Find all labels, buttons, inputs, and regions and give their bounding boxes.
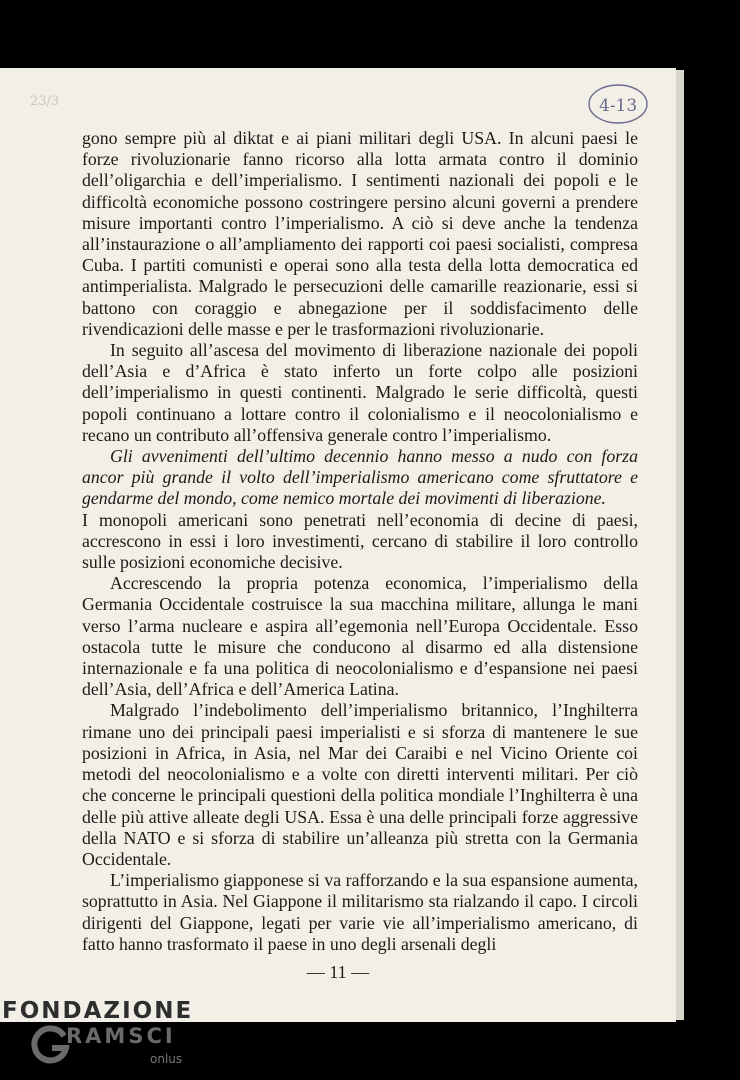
logo-line2: RAMSCI: [66, 1024, 176, 1048]
body-text: [82, 128, 638, 955]
page-number: — 11 —: [306, 962, 370, 982]
paragraph-2: In seguito all’ascesa del movimento di liberazione nazionale dei popoli dell’Asia e d’Africa è stato inferto un forte colpo alle posizioni dell’imperialismo in questi continenti. Malgrado le serie difficoltà, questi popoli continuano a lottare contro il colonialismo e il neocolonialismo e recano un contributo all’offensiva generale contro l’imperialismo.: [82, 340, 638, 445]
paragraph-5: Accrescendo la propria potenza economica, l’imperialismo della Germania Occidentale costruisce la sua macchina militare, allunga le mani verso l’arma nucleare e aspira all’egemonia nell’Europa Occidentale. Esso ostacola tutte le misure che conducono al disarmo ed alla distensione internazionale e fa una politica di neocolonialismo e d’espansione nei paesi dell’Asia, dell’Africa e dell’America Latina.: [82, 573, 638, 700]
page-edge: [676, 70, 684, 1020]
logo-sub: onlus: [150, 1052, 183, 1066]
svg-text:4-13: 4-13: [599, 96, 638, 116]
logo-line1: FONDAZIONE: [2, 998, 194, 1024]
paragraph-4: I monopoli americani sono penetrati nell’economia di decine di paesi, accrescono in essi i loro investimenti, cercano di stabilire il loro controllo sulle posizioni economiche decisive.: [82, 509, 638, 573]
paragraph-3-italic: Gli avvenimenti dell’ultimo decennio hanno messo a nudo con forza ancor più grande il volto dell’imperialismo americano come sfruttatore e gendarme del mondo, come nemico mortale dei movimenti di liberazione.: [82, 446, 638, 509]
archive-stamp: [586, 80, 650, 130]
watermark-logo: [0, 998, 200, 1080]
logo-g-icon: [30, 1024, 70, 1064]
svg-text:23/3: 23/3: [30, 94, 60, 109]
paragraph-1: gono sempre più al diktat e ai piani militari degli USA. In alcuni paesi le forze rivoluzionarie fanno ricorso alla lotta armata contro il dominio dell’oligarchia e dell’imperialismo. I sentimenti nazionali dei popoli e le difficoltà economiche possono costringere persino alcuni governi a prendere misure importanti contro l’imperialismo. A ciò si deve anche la tendenza all’instaurazione o all’ampliamento dei rapporti coi paesi socialisti, compresa Cuba. I partiti comunisti e operai sono alla testa della lotta democratica ed antimperialista. Malgrado le persecuzioni delle camarille reazionarie, essi si battono con coraggio e abnegazione per il soddisfacimento delle rivendicazioni delle masse e per le trasformazioni rivoluzionarie.: [82, 128, 638, 339]
paragraph-6: Malgrado l’indebolimento dell’imperialismo britannico, l’Inghilterra rimane uno dei principali paesi imperialisti e si sforza di mantenere le sue posizioni in Africa, in Asia, nel Mar dei Caraibi e nel Vicino Oriente coi metodi del neocolonialismo e a volte con diretti interventi militari. Per ciò che concerne le principali questioni della politica mondiale l’Inghilterra è una delle più attive alleate degli USA. Essa è una delle principali forze aggressive della NATO e si sforza di stabilire un’alleanza più stretta con la Germania Occidentale.: [82, 700, 638, 869]
faint-pencil-mark: [28, 90, 62, 110]
paragraph-7: L’imperialismo giapponese si va rafforzando e la sua espansione aumenta, soprattutto in Asia. Nel Giappone il militarismo sta rialzando il capo. I circoli dirigenti del Giappone, legati per varie vie all’imperialismo americano, di fatto hanno trasformato il paese in uno degli arsenali degli: [82, 870, 638, 954]
